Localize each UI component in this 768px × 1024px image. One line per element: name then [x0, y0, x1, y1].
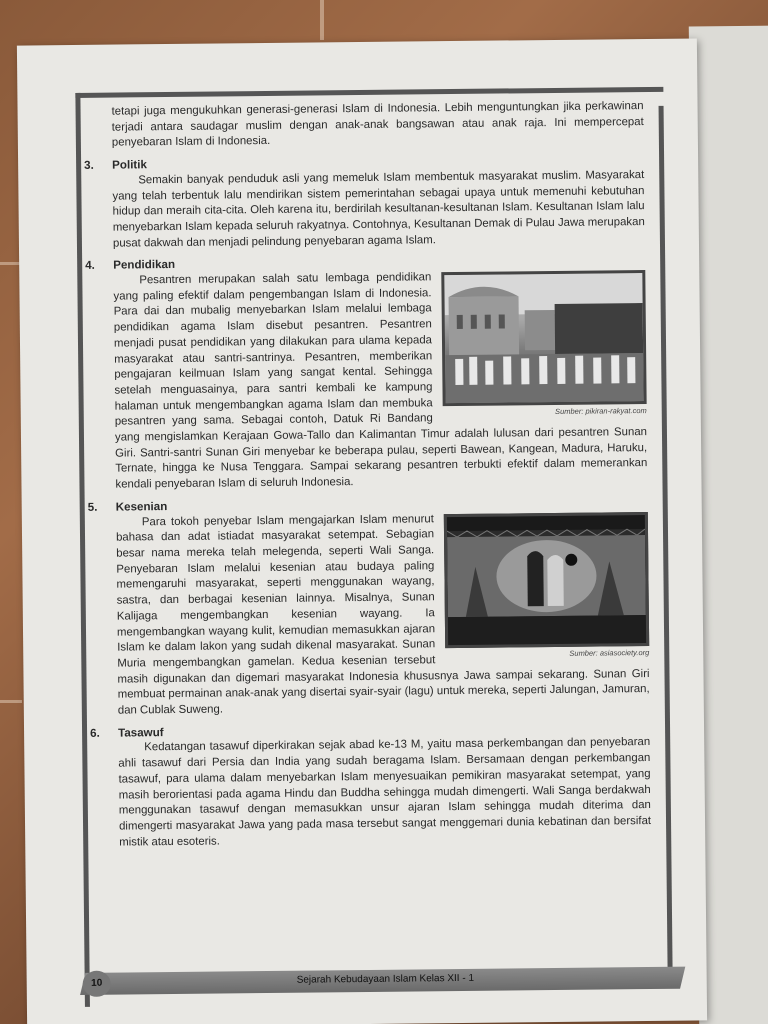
page-border-right: [659, 106, 673, 986]
section-number: 6.: [90, 726, 100, 740]
wayang-performance-illustration: [447, 515, 646, 645]
page-number: 10: [83, 971, 111, 997]
section-title: Pendidikan: [113, 258, 176, 272]
section-number: 4.: [85, 259, 95, 273]
wayang-photo: [444, 512, 649, 648]
section-body: Pesantren merupakan salah satu lembaga pendidikan yang paling efektif dalam pengembangan Islam di Indonesia. Para dai dan mubalig menyebarkan Islam melalui lembaga pendidikan agama Islam disebut pesantren. Pesantren menjadi pusat pendidikan yang dilakukan para ulama kepada masyarakat atau santri-santrinya. Pesantren, memberikan pengajaran keilmuan Islam yang sangat kental. Sehingga setelah menguasainya, para santri kembali ke kampung halaman untuk mengembangkan agama Islam dan membuka pesantren yang sama. Sebagai contoh, Datuk Ri Bandang yang mengislamkan Kerajaan Gowa-Tallo dan Kalimantan Timur adalah lulusan dari pesantren Sunan Giri. Santri-santri Sunan Giri menyebar ke beberapa pulau, seperti Bawean, Kangean, Madura, Haruku, Ternate, hingga ke Nusa Tenggara. Sampai sekarang pesantren terbukti efektif dalam memerankan kendali penyebaran Islam di seluruh Indonesia.: [113, 271, 648, 491]
intro-paragraph: tetapi juga mengukuhkan generasi-generasi Islam di Indonesia. Lebih menguntungkan jika perkawinan terjadi antara saudagar muslim dengan anak-anak bangsawan atau anak raja. Ini mempercepat penyebaran Islam di Indonesia.: [111, 100, 644, 150]
section-body: Kedatangan tasawuf diperkirakan sejak abad ke-13 M, yaitu masa perkembangan dan penyebaran ahli tasawuf dari Persia dan India yang sudah beragama Islam. Bersamaan dengan perkembangan tasawuf, para ulama dalam menyebarkan Islam menyesuaikan pemikiran masyarakat setempat, yang masih berorientasi pada agama Hindu dan Buddha sehingga mudah dimengerti. Wali Sanga berdakwah menggunakan tasawuf dengan memasukkan unsur ajaran Islam sehingga mudah diterima dan dimengerti masyarakat Jawa yang pada masa tersebut sangat menggemari dunia kebatinan dan bersifat mistik atau esoteris.: [118, 736, 652, 849]
pesantren-photo-figure: [441, 270, 647, 418]
section-title: Politik: [112, 158, 147, 172]
wayang-photo-figure: [444, 512, 650, 660]
section-pendidikan: [85, 252, 647, 493]
section-body: Para tokoh penyebar Islam mengajarkan Islam menurut bahasa dan adat istiadat masyarakat setempat. Sebagian besar nama mereka telah melegenda, seperti Wali Sanga. Penyebaran Islam melalui kesenian atau budaya paling memengaruhi masyarakat, seperti menggunakan wayang, sastra, dan berbagai kesenian lainnya. Misalnya, Sunan Kalijaga mengembangkan kesenian wayang. Ia mengembangkan wayang kulit, kemudian memasukkan ajaran Islam ke dalam lakon yang sudah dikenal masyarakat. Sunan Muria mengembangkan gamelan. Kedua kesenian tersebut masih digunakan dan digemari masyarakat Indonesia khususnya Jawa sampai sekarang. Sunan Giri membuat permainan anak-anak yang disertai syair-syair (lagu) untuk mereka, seperti Jalungan, Jamuran, dan Cublak Suweng.: [115, 512, 650, 717]
page-content: [84, 99, 652, 851]
section-title: Tasawuf: [118, 725, 164, 740]
book-title-footer: Sejarah Kebudayaan Islam Kelas XII - 1: [296, 972, 475, 986]
section-number: 5.: [87, 500, 98, 514]
section-title: Kesenian: [115, 499, 168, 514]
pesantren-building-illustration: [444, 273, 643, 403]
floor-tile-joint: [0, 700, 22, 703]
section-number: 3.: [84, 158, 94, 172]
section-body: Semakin banyak penduduk asli yang memeluk Islam membentuk masyarakat muslim. Masyarakat yang telah terbentuk lalu mendirikan sistem pemerintahan sebagai upaya untuk memenuhi kebutuhan hidup dan meraih cita-cita. Oleh karena itu, berdirilah kesultanan-kesultanan Islam. Kesultanan Islam lalu menyebarkan Islam kepada seluruh rakyatnya. Contohnya, Kesultanan Demak di Pulau Jawa merupakan pusat dakwah dan menjadi pelindung penyebaran agama Islam.: [112, 168, 645, 250]
section-tasawuf: [90, 720, 651, 851]
pesantren-photo: [441, 270, 646, 406]
image-caption: Sumber: pikiran-rakyat.com: [554, 406, 647, 417]
section-kesenian: [88, 494, 650, 720]
image-caption: Sumber: asiasociety.org: [569, 647, 650, 658]
floor-tile-joint: [320, 0, 324, 40]
book-page: [17, 38, 707, 1024]
section-politik: [84, 152, 645, 252]
